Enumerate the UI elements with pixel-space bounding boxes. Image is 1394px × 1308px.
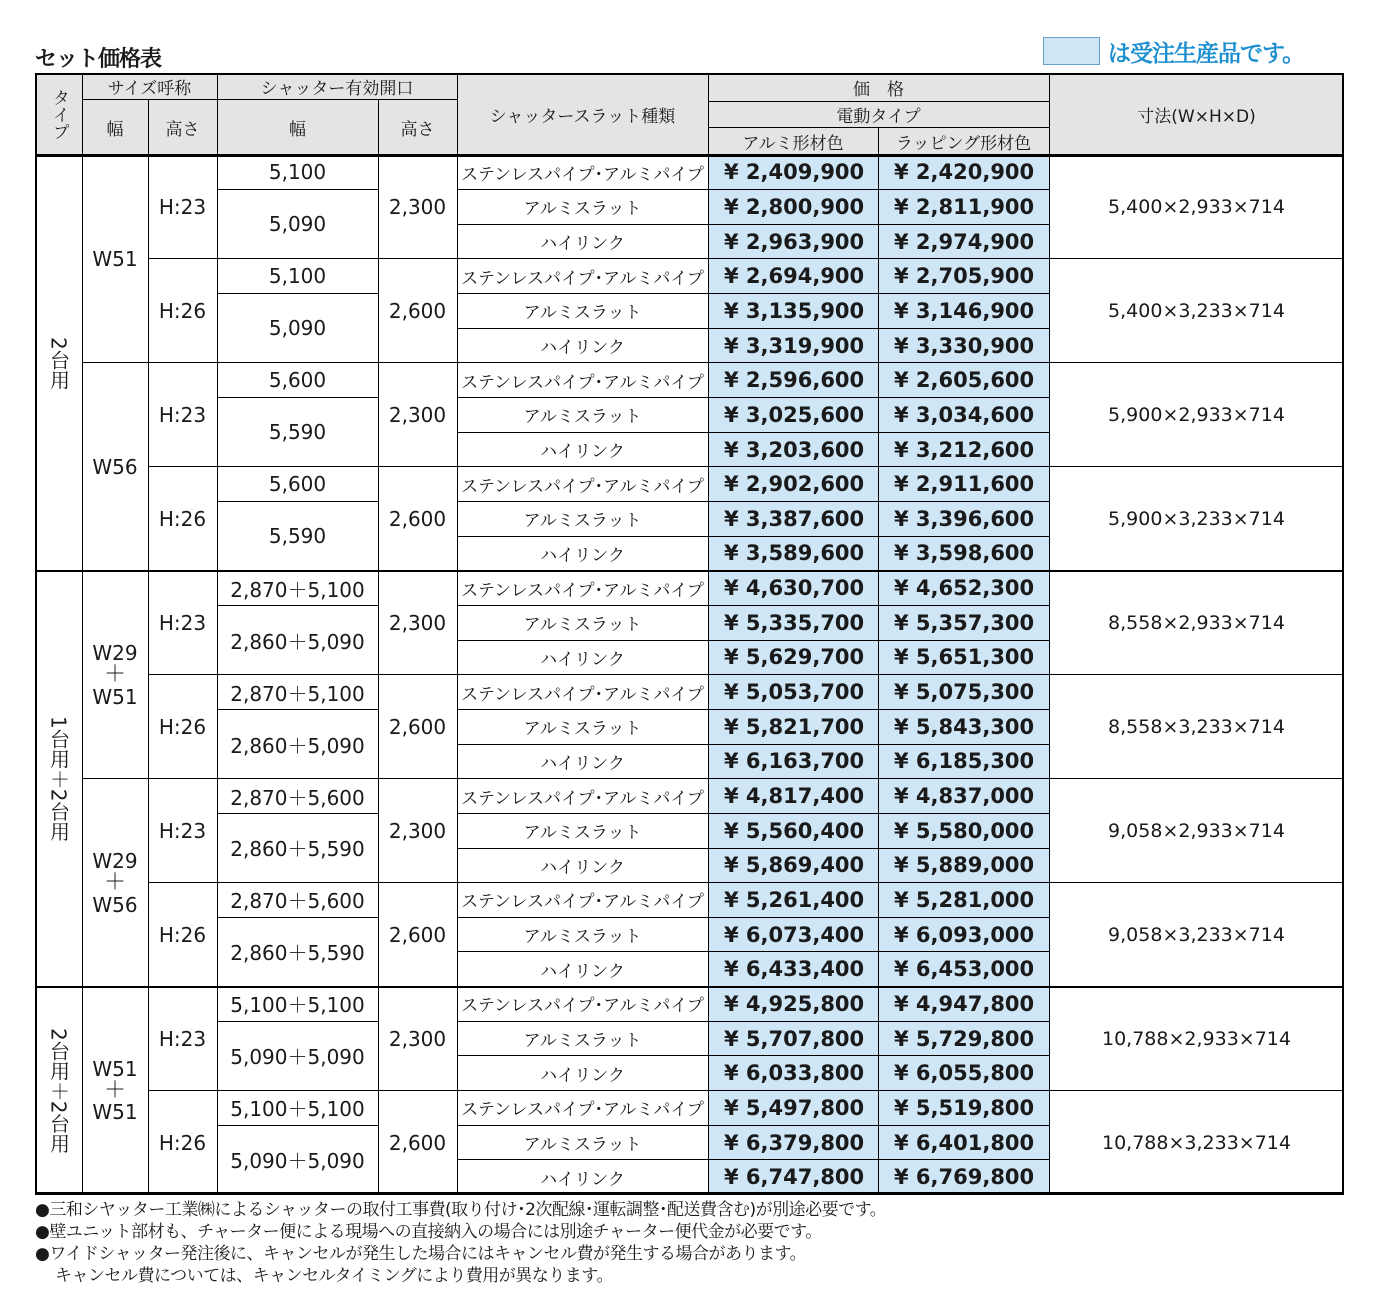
slat-type: ステンレスパイプ･アルミパイプ [461,996,704,1017]
grid-line [457,848,1049,849]
opening-width: 5,100 [268,160,327,185]
dimensions: 8,558×3,233×714 [1108,715,1285,738]
grid-line [457,1159,1049,1160]
price-wrapping: ¥ 2,911,600 [878,467,1049,502]
price-alumi: ¥ 2,963,900 [708,224,878,259]
grid-line [708,101,1049,102]
grid-line [217,293,378,294]
opening-width: 5,100 [268,264,327,289]
grid-line [35,73,1344,75]
grid-line [217,1021,378,1022]
grid-line [457,744,1049,745]
note-1: ●三和シヤッター工業㈱によるシャッターの取付工事費(取り付け･2次配線･運転調整･配送費含む)が別途必要です。 [35,1200,887,1220]
dimensions: 5,900×3,233×714 [1108,507,1285,530]
grid-line [457,397,1049,398]
price-wrapping: ¥ 6,401,800 [878,1125,1049,1160]
grid-line [82,99,457,100]
size-height: H:23 [158,818,207,843]
page-title: セット価格表 [35,47,162,72]
size-width [82,779,148,987]
plus-sign: ＋ [103,869,126,895]
slat-type: ステンレスパイプ･アルミパイプ [461,892,704,913]
opening-width: 2,870＋5,100 [230,577,365,602]
price-wrapping: ¥ 5,843,300 [878,709,1049,744]
dimensions: 9,058×2,933×714 [1108,819,1285,842]
price-alumi: ¥ 3,319,900 [708,328,878,363]
price-wrapping: ¥ 4,837,000 [878,779,1049,814]
grid-line [457,1021,1049,1022]
grid-line [457,536,1049,537]
price-alumi: ¥ 5,335,700 [708,605,878,640]
opening-width: 2,860＋5,590 [230,941,365,966]
grid-line [878,127,879,155]
opening-height: 2,300 [388,1026,447,1051]
size-width-part: W51 [92,246,138,271]
size-width [82,571,148,779]
grid-line [148,674,1344,675]
grid-line [708,73,709,155]
price-wrapping: ¥ 2,705,900 [878,259,1049,294]
size-width [82,363,148,571]
price-wrapping: ¥ 6,769,800 [878,1160,1049,1195]
size-width-part: W29 [92,848,138,873]
opening-height: 2,600 [388,506,447,531]
opening-width: 5,600 [268,368,327,393]
size-width-part: W51 [92,1056,138,1081]
grid-line [35,73,37,1195]
size-height: H:26 [158,298,207,323]
slat-type: ステンレスパイプ･アルミパイプ [461,788,704,809]
header-size-width: 幅 [82,99,148,155]
header-opening-height: 高さ [378,99,457,155]
header-slat: シャッタースラット種類 [457,73,708,155]
size-height: H:26 [158,506,207,531]
price-alumi: ¥ 3,589,600 [708,536,878,571]
opening-height: 2,600 [388,1130,447,1155]
price-table [35,73,1344,1194]
grid-line [148,882,1344,883]
price-alumi: ¥ 5,053,700 [708,675,878,710]
header-size-height: 高さ [148,99,217,155]
price-alumi: ¥ 5,261,400 [708,883,878,918]
grid-line [457,73,458,155]
price-alumi: ¥ 5,821,700 [708,709,878,744]
slat-type: ステンレスパイプ･アルミパイプ [461,164,704,185]
opening-height: 2,600 [388,714,447,739]
slat-type: ハイリンク [540,442,625,462]
price-wrapping: ¥ 5,580,000 [878,813,1049,848]
slat-type: アルミスラット [523,199,642,220]
price-alumi: ¥ 2,694,900 [708,259,878,294]
opening-height: 2,300 [388,402,447,427]
opening-width: 5,090 [268,212,327,237]
price-alumi: ¥ 6,433,400 [708,952,878,987]
plus-sign: ＋ [103,661,126,687]
opening-width: 5,100＋5,100 [230,993,365,1018]
slat-type: ハイリンク [540,649,625,670]
price-wrapping: ¥ 5,519,800 [878,1091,1049,1126]
slat-type: ステンレスパイプ･アルミパイプ [461,476,704,497]
price-wrapping: ¥ 6,453,000 [878,952,1049,987]
slat-type: ハイリンク [540,234,625,255]
size-width [82,155,148,363]
size-width-part: W51 [92,1100,138,1125]
slat-type: ステンレスパイプ･アルミパイプ [461,684,704,705]
opening-height: 2,300 [388,610,447,635]
grid-line [708,127,1049,128]
price-alumi: ¥ 5,560,400 [708,813,878,848]
grid-line [1342,73,1344,1195]
price-wrapping: ¥ 4,652,300 [878,571,1049,606]
note-3: ●ワイドシャッター発注後に、キャンセルが発生した場合にはキャンセル費が発生する場合があります。 [35,1244,807,1264]
slat-type: ハイリンク [540,338,625,359]
header-alumi: アルミ形材色 [708,127,878,155]
size-width-part: W56 [92,454,138,479]
grid-line [217,501,378,502]
size-height: H:23 [158,194,207,219]
grid-line [148,466,1344,467]
dimensions: 5,400×2,933×714 [1108,195,1285,218]
slat-type: アルミスラット [523,511,642,532]
price-alumi: ¥ 3,135,900 [708,294,878,329]
grid-line [457,709,1049,710]
price-alumi: ¥ 2,902,600 [708,467,878,502]
price-alumi: ¥ 3,203,600 [708,432,878,467]
opening-width: 2,860＋5,090 [230,629,365,654]
grid-line [457,328,1049,329]
grid-line [217,1125,378,1126]
grid-line [217,605,378,606]
header-opening-width: 幅 [217,99,378,155]
header-electric: 電動タイプ [708,101,1049,127]
slat-type: ステンレスパイプ･アルミパイプ [461,372,704,393]
opening-width: 2,870＋5,600 [230,889,365,914]
opening-height: 2,300 [388,818,447,843]
price-alumi: ¥ 4,817,400 [708,779,878,814]
grid-line [217,73,218,155]
price-wrapping: ¥ 6,055,800 [878,1056,1049,1091]
grid-line [457,951,1049,952]
size-height: H:23 [158,610,207,635]
grid-line [457,605,1049,606]
price-wrapping: ¥ 6,093,000 [878,917,1049,952]
slat-type: アルミスラット [523,303,642,324]
slat-type: アルミスラット [523,615,642,636]
opening-width: 2,860＋5,090 [230,733,365,758]
grid-line [148,99,149,155]
price-alumi: ¥ 6,747,800 [708,1160,878,1195]
price-wrapping: ¥ 5,889,000 [878,848,1049,883]
price-alumi: ¥ 2,596,600 [708,363,878,398]
opening-width: 5,090＋5,090 [230,1045,365,1070]
opening-width: 5,590 [268,420,327,445]
price-wrapping: ¥ 5,281,000 [878,883,1049,918]
grid-line [457,224,1049,225]
price-wrapping: ¥ 2,420,900 [878,155,1049,190]
price-alumi: ¥ 5,497,800 [708,1091,878,1126]
grid-line [457,1055,1049,1056]
size-width-part: W51 [92,684,138,709]
plus-sign: ＋ [103,1077,126,1103]
opening-width: 2,870＋5,100 [230,681,365,706]
opening-width: 2,860＋5,590 [230,837,365,862]
grid-line [708,155,709,1195]
dimensions: 9,058×3,233×714 [1108,923,1285,946]
price-alumi: ¥ 5,869,400 [708,848,878,883]
type-label: 2台用＋2台用 [46,1027,71,1154]
grid-line [217,397,378,398]
slat-type: アルミスラット [523,407,642,428]
grid-line [217,709,378,710]
price-wrapping: ¥ 3,146,900 [878,294,1049,329]
grid-line [217,917,378,918]
slat-type: ステンレスパイプ･アルミパイプ [461,580,704,601]
opening-height: 2,600 [388,922,447,947]
type-label: 2台用 [46,336,71,390]
price-wrapping: ¥ 3,396,600 [878,502,1049,537]
grid-line [217,813,378,814]
price-wrapping: ¥ 2,811,900 [878,190,1049,225]
grid-line [457,189,1049,190]
price-alumi: ¥ 6,163,700 [708,744,878,779]
size-height: H:26 [158,922,207,947]
legend [1043,35,1304,67]
grid-line [1049,155,1050,1195]
grid-line [457,432,1049,433]
grid-line [378,155,379,1195]
grid-line [35,570,1344,572]
grid-line [457,501,1049,502]
header-size-name: サイズ呼称 [82,73,217,99]
grid-line [35,154,1344,157]
slat-type: ステンレスパイプ･アルミパイプ [461,1100,704,1121]
price-alumi: ¥ 4,925,800 [708,987,878,1022]
price-alumi: ¥ 5,707,800 [708,1021,878,1056]
grid-line [35,986,1344,988]
header-price: 価 格 [708,73,1049,101]
note-2: ●壁ユニット部材も、チャーター便による現場への直接納入の場合には別途チャーター便代金が必要です。 [35,1222,822,1242]
opening-width: 5,100＋5,100 [230,1097,365,1122]
header-type: タイプ [35,73,82,155]
price-wrapping: ¥ 5,729,800 [878,1021,1049,1056]
dimensions: 10,788×3,233×714 [1102,1131,1291,1154]
grid-line [1049,73,1050,155]
dimensions: 5,400×3,233×714 [1108,299,1285,322]
grid-line [378,99,379,155]
size-width [82,987,148,1195]
slat-type: アルミスラット [523,1135,642,1155]
price-wrapping: ¥ 2,605,600 [878,363,1049,398]
price-alumi: ¥ 6,073,400 [708,917,878,952]
header-opening: シャッター有効開口 [217,73,457,99]
opening-width: 5,590 [268,524,327,549]
slat-type: アルミスラット [523,927,642,948]
opening-height: 2,300 [388,194,447,219]
slat-type: ハイリンク [540,545,625,566]
grid-line [148,258,1344,259]
note-4: キャンセル費については、キャンセルタイミングにより費用が異なります。 [55,1266,613,1286]
notes [35,1199,1365,1287]
slat-type: ハイリンク [540,1169,625,1190]
price-wrapping: ¥ 5,651,300 [878,640,1049,675]
slat-type: ハイリンク [540,857,625,878]
price-wrapping: ¥ 4,947,800 [878,987,1049,1022]
opening-width: 2,870＋5,600 [230,785,365,810]
grid-line [457,293,1049,294]
price-alumi: ¥ 3,025,600 [708,398,878,433]
size-height: H:26 [158,1130,207,1155]
price-wrapping: ¥ 3,034,600 [878,398,1049,433]
grid-line [217,189,378,190]
price-wrapping: ¥ 3,330,900 [878,328,1049,363]
grid-line [457,917,1049,918]
opening-width: 5,090＋5,090 [230,1149,365,1174]
grid-line [82,73,83,155]
grid-line [457,640,1049,641]
grid-line [217,155,218,1195]
price-wrapping: ¥ 5,357,300 [878,605,1049,640]
price-wrapping: ¥ 2,974,900 [878,224,1049,259]
dimensions: 8,558×2,933×714 [1108,611,1285,634]
header-dimensions: 寸法(W×H×D) [1049,73,1344,155]
legend-swatch [1043,37,1100,65]
opening-width: 5,600 [268,472,327,497]
slat-type: ハイリンク [540,753,625,774]
slat-type: ハイリンク [540,1065,625,1086]
grid-line [82,778,1344,779]
opening-width: 5,090 [268,316,327,341]
size-width-part: W56 [92,892,138,917]
price-wrapping: ¥ 3,598,600 [878,536,1049,571]
grid-line [82,155,83,1195]
header-wrapping: ラッピング形材色 [878,127,1049,155]
dimensions: 5,900×2,933×714 [1108,403,1285,426]
grid-line [457,155,458,1195]
type-label: 1台用＋2台用 [46,715,71,842]
slat-type: ハイリンク [540,961,625,982]
grid-line [878,155,879,1195]
price-alumi: ¥ 5,629,700 [708,640,878,675]
slat-type: アルミスラット [523,1031,642,1052]
price-alumi: ¥ 6,033,800 [708,1056,878,1091]
slat-type: ステンレスパイプ･アルミパイプ [461,268,704,289]
slat-type: アルミスラット [523,823,642,844]
grid-line [82,362,1344,363]
opening-height: 2,600 [388,298,447,323]
slat-type: アルミスラット [523,719,642,740]
price-alumi: ¥ 2,800,900 [708,190,878,225]
price-wrapping: ¥ 5,075,300 [878,675,1049,710]
size-height: H:23 [158,1026,207,1051]
price-wrapping: ¥ 6,185,300 [878,744,1049,779]
grid-line [457,1125,1049,1126]
price-alumi: ¥ 6,379,800 [708,1125,878,1160]
price-alumi: ¥ 4,630,700 [708,571,878,606]
grid-line [148,1090,1344,1091]
grid-line [35,1192,1344,1195]
price-alumi: ¥ 2,409,900 [708,155,878,190]
dimensions: 10,788×2,933×714 [1102,1027,1291,1050]
price-wrapping: ¥ 3,212,600 [878,432,1049,467]
legend-text: は受注生産品です。 [1108,40,1305,67]
grid-line [148,155,149,1195]
size-height: H:23 [158,402,207,427]
size-height: H:26 [158,714,207,739]
price-alumi: ¥ 3,387,600 [708,502,878,537]
size-width-part: W29 [92,640,138,665]
grid-line [457,813,1049,814]
